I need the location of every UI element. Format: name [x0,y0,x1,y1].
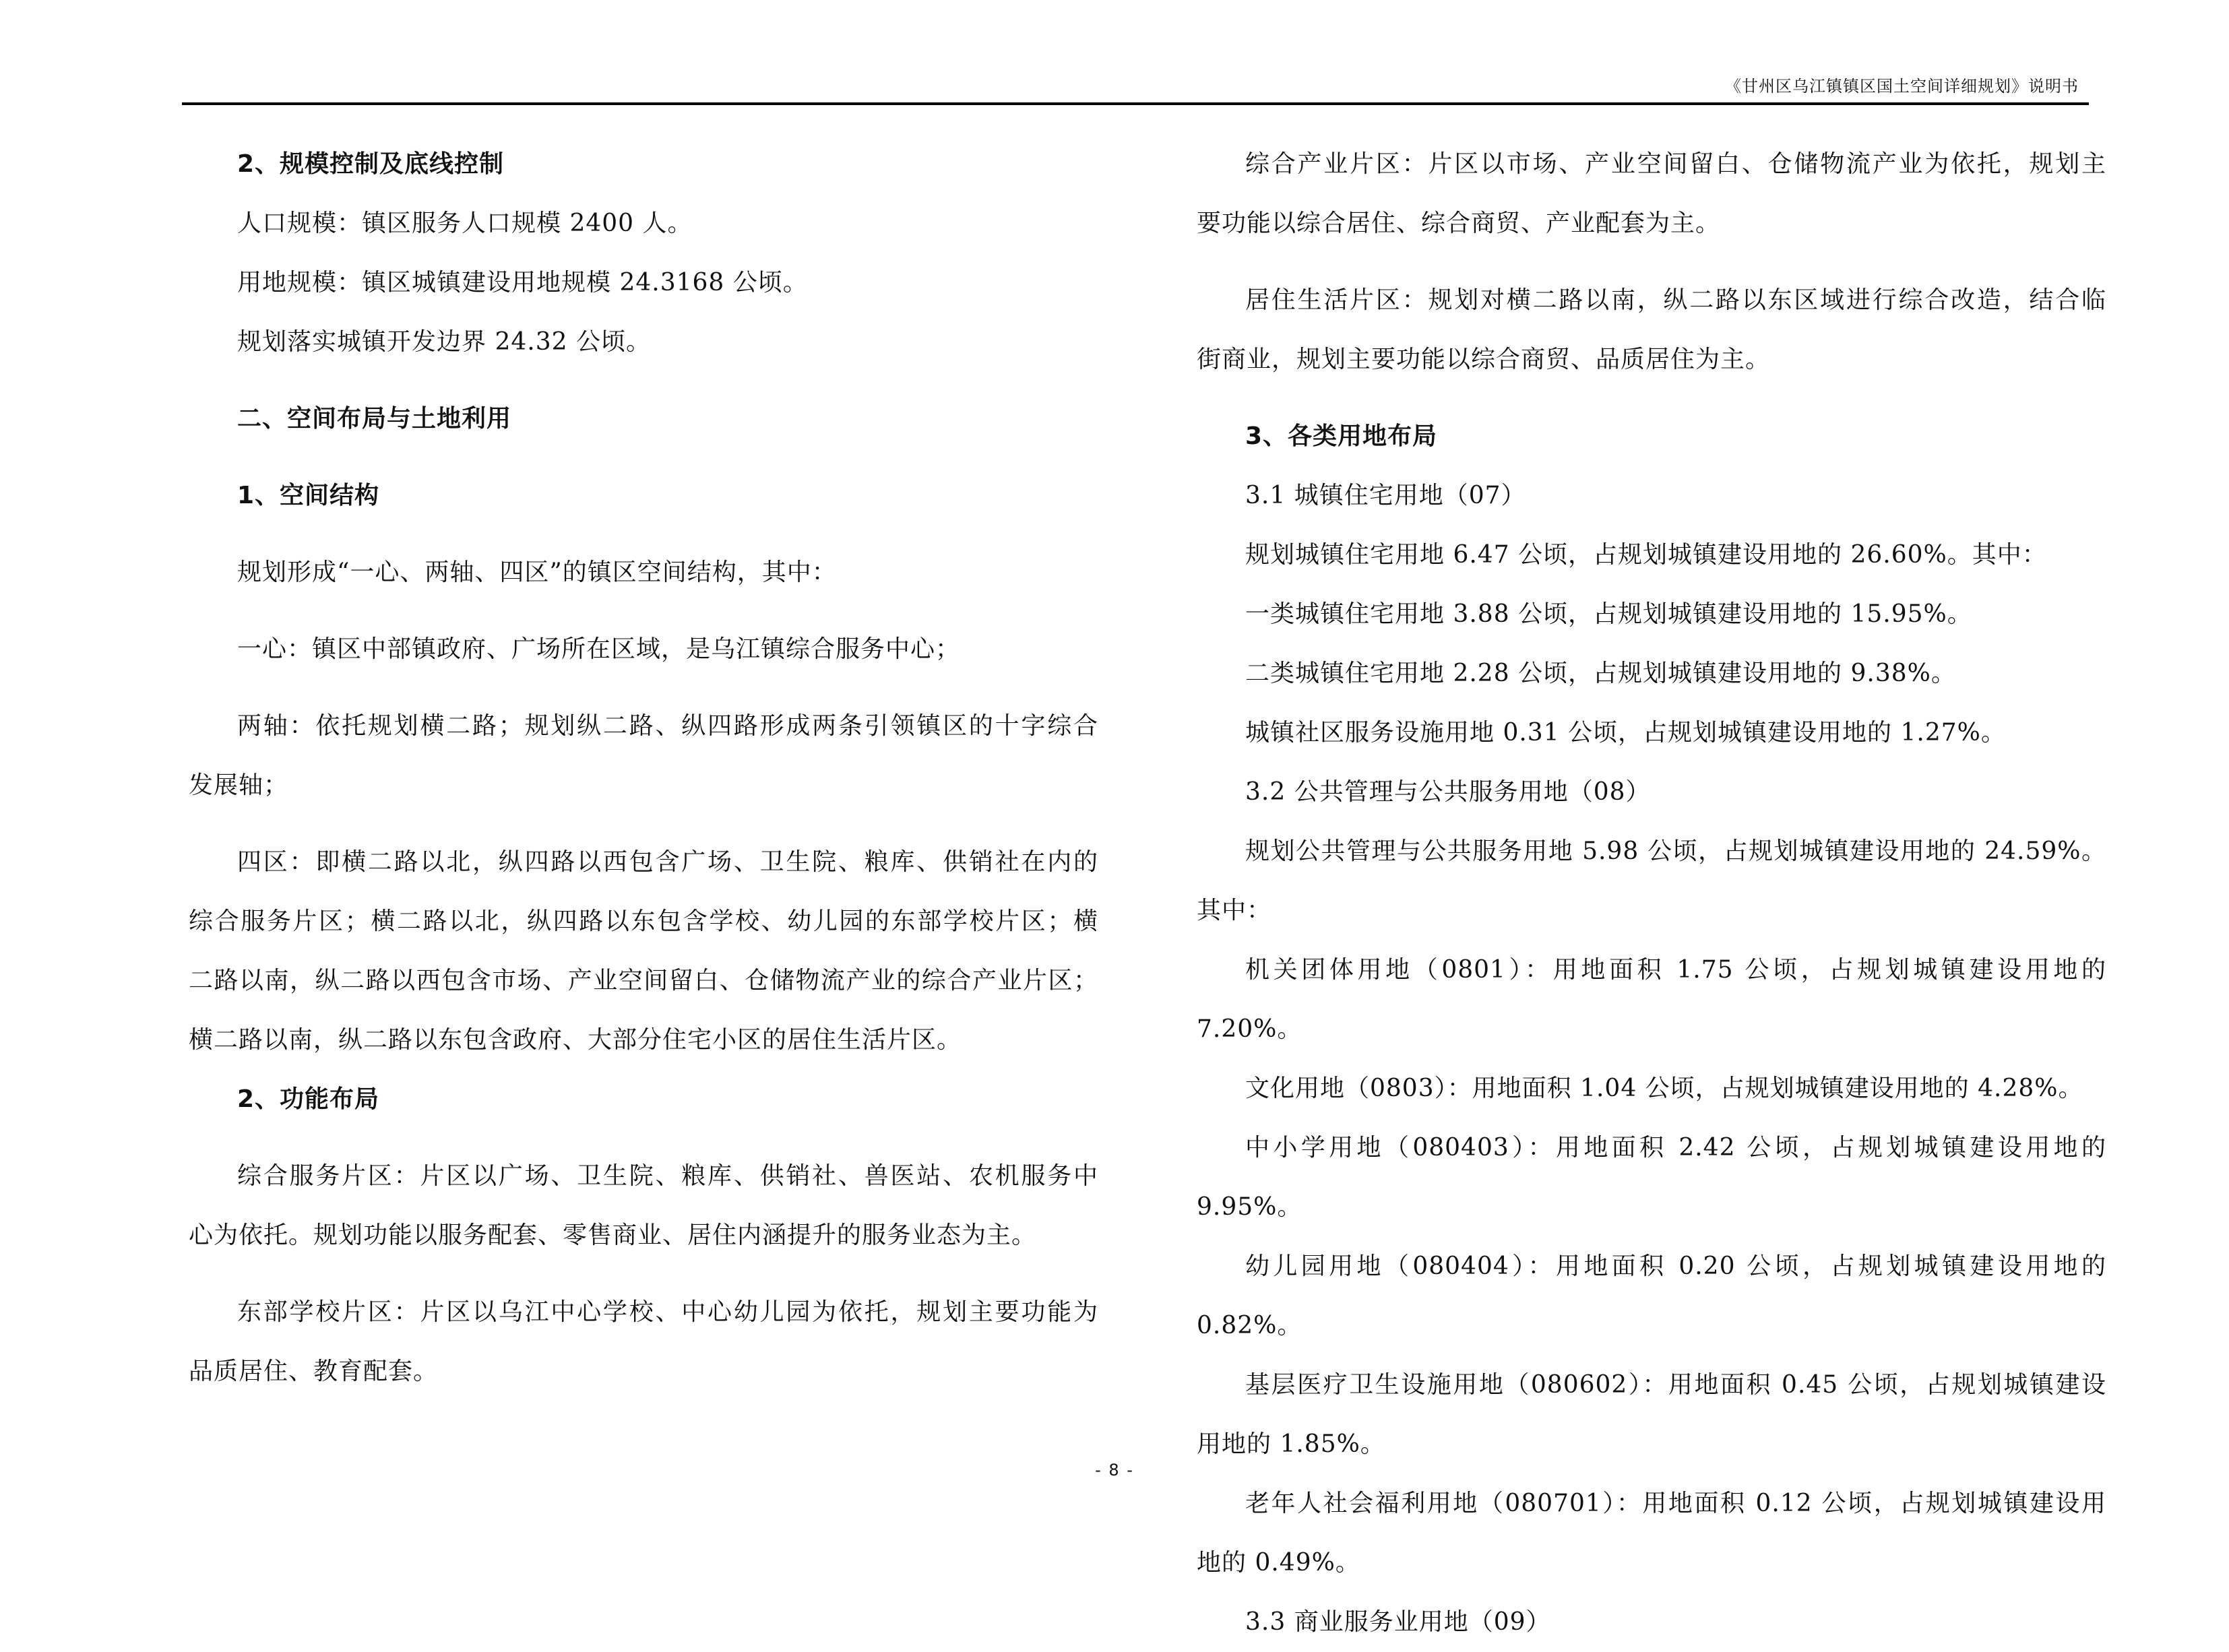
paragraph-living-zone-line2: 街商业，规划主要功能以综合商贸、品质居住为主。 [1197,346,1771,373]
paragraph-0803: 文化用地（0803）：用地面积 1.04 公顷，占规划城镇建设用地的 4.28%。 [1245,1075,2083,1102]
paragraph-two-axes-line1: 两轴：依托规划横二路；规划纵二路、纵四路形成两条引领镇区的十字综合 [237,712,1098,740]
paragraph-structure-intro: 规划形成“一心、两轴、四区”的镇区空间结构，其中： [237,559,837,586]
paragraph-080403: 中小学用地（080403）：用地面积 2.42 公顷，占规划城镇建设用地的 9.95%。 [1197,1134,2106,1221]
paragraph-industry-zone-line1: 综合产业片区：片区以市场、产业空间留白、仓储物流产业为依托，规划主 [1245,150,2106,178]
heading-spatial-layout: 二、空间布局与土地利用 [237,405,512,433]
heading-spatial-structure: 1、空间结构 [237,482,380,509]
paragraph-32-total-line1: 规划公共管理与公共服务用地 5.98 公顷，占规划城镇建设用地的 24.59%。 [1245,837,2106,865]
paragraph-four-zones-line4: 横二路以南，纵二路以东包含政府、大部分住宅小区的居住生活片区。 [189,1026,962,1054]
paragraph-32-title: 3.2 公共管理与公共服务用地（08） [1245,778,1651,806]
paragraph-four-zones-line3: 二路以南，纵二路以西包含市场、产业空间留白、仓储物流产业的综合产业片区； [189,967,1098,994]
paragraph-080701-line2: 地的 0.49%。 [1197,1549,1360,1577]
paragraph-school-zone-line1: 东部学校片区：片区以乌江中心学校、中心幼儿园为依托，规划主要功能为 [237,1298,1098,1326]
left-column [189,135,1098,1401]
heading-function-layout: 2、功能布局 [237,1085,380,1113]
paragraph-080602-line2: 用地的 1.85%。 [1197,1430,1385,1458]
paragraph-service-zone-line1: 综合服务片区：片区以广场、卫生院、粮库、供销社、兽医站、农机服务中 [237,1162,1098,1190]
page-number: - 8 - [1095,1461,1134,1480]
paragraph-080701-line1: 老年人社会福利用地（080701）：用地面积 0.12 公顷，占规划城镇建设用 [1245,1490,2106,1517]
paragraph-31-community: 城镇社区服务设施用地 0.31 公顷，占规划城镇建设用地的 1.27%。 [1245,719,2006,746]
paragraph-31-type1: 一类城镇住宅用地 3.88 公顷，占规划城镇建设用地的 15.95%。 [1245,600,1972,628]
heading-scale-control: 2、规模控制及底线控制 [237,150,505,178]
paragraph-31-type2: 二类城镇住宅用地 2.28 公顷，占规划城镇建设用地的 9.38%。 [1245,660,1956,687]
paragraph-service-zone-line2: 心为依托。规划功能以服务配套、零售商业、居住内涵提升的服务业态为主。 [189,1221,1037,1249]
paragraph-080404: 幼儿园用地（080404）：用地面积 0.20 公顷，占规划城镇建设用地的 0.82%。 [1197,1252,2106,1339]
paragraph-31-title: 3.1 城镇住宅用地（07） [1245,482,1526,509]
paragraph-land-scale: 用地规模：镇区城镇建设用地规模 24.3168 公顷。 [237,269,808,296]
paragraph-two-axes-line2: 发展轴； [189,771,289,799]
paragraph-080602-line1: 基层医疗卫生设施用地（080602）：用地面积 0.45 公顷，占规划城镇建设 [1245,1371,2106,1399]
right-column [1197,135,2106,1652]
paragraph-school-zone-line2: 品质居住、教育配套。 [189,1358,439,1385]
paragraph-living-zone-line1: 居住生活片区：规划对横二路以南，纵二路以东区域进行综合改造，结合临 [1245,286,2106,314]
paragraph-0801: 机关团体用地（0801）：用地面积 1.75 公顷，占规划城镇建设用地的 7.20%。 [1197,956,2106,1043]
document-header-title: 《甘州区乌江镇镇区国土空间详细规划》说明书 [1725,77,2079,96]
paragraph-32-total-line2: 其中： [1197,897,1272,924]
heading-land-use-layout: 3、各类用地布局 [1245,422,1438,450]
header-rule [182,102,2089,105]
paragraph-boundary: 规划落实城镇开发边界 24.32 公顷。 [237,328,651,356]
paragraph-industry-zone-line2: 要功能以综合居住、综合商贸、产业配套为主。 [1197,210,1721,237]
paragraph-four-zones-line2: 综合服务片区；横二路以北，纵四路以东包含学校、幼儿园的东部学校片区；横 [189,908,1098,935]
paragraph-four-zones-line1: 四区：即横二路以北，纵四路以西包含广场、卫生院、粮库、供销社在内的 [237,848,1098,876]
paragraph-33-title: 3.3 商业服务业用地（09） [1245,1608,1551,1636]
paragraph-one-center: 一心：镇区中部镇政府、广场所在区域，是乌江镇综合服务中心； [237,635,961,663]
paragraph-31-total: 规划城镇住宅用地 6.47 公顷，占规划城镇建设用地的 26.60%。其中： [1245,541,2047,569]
paragraph-population: 人口规模：镇区服务人口规模 2400 人。 [237,210,693,237]
